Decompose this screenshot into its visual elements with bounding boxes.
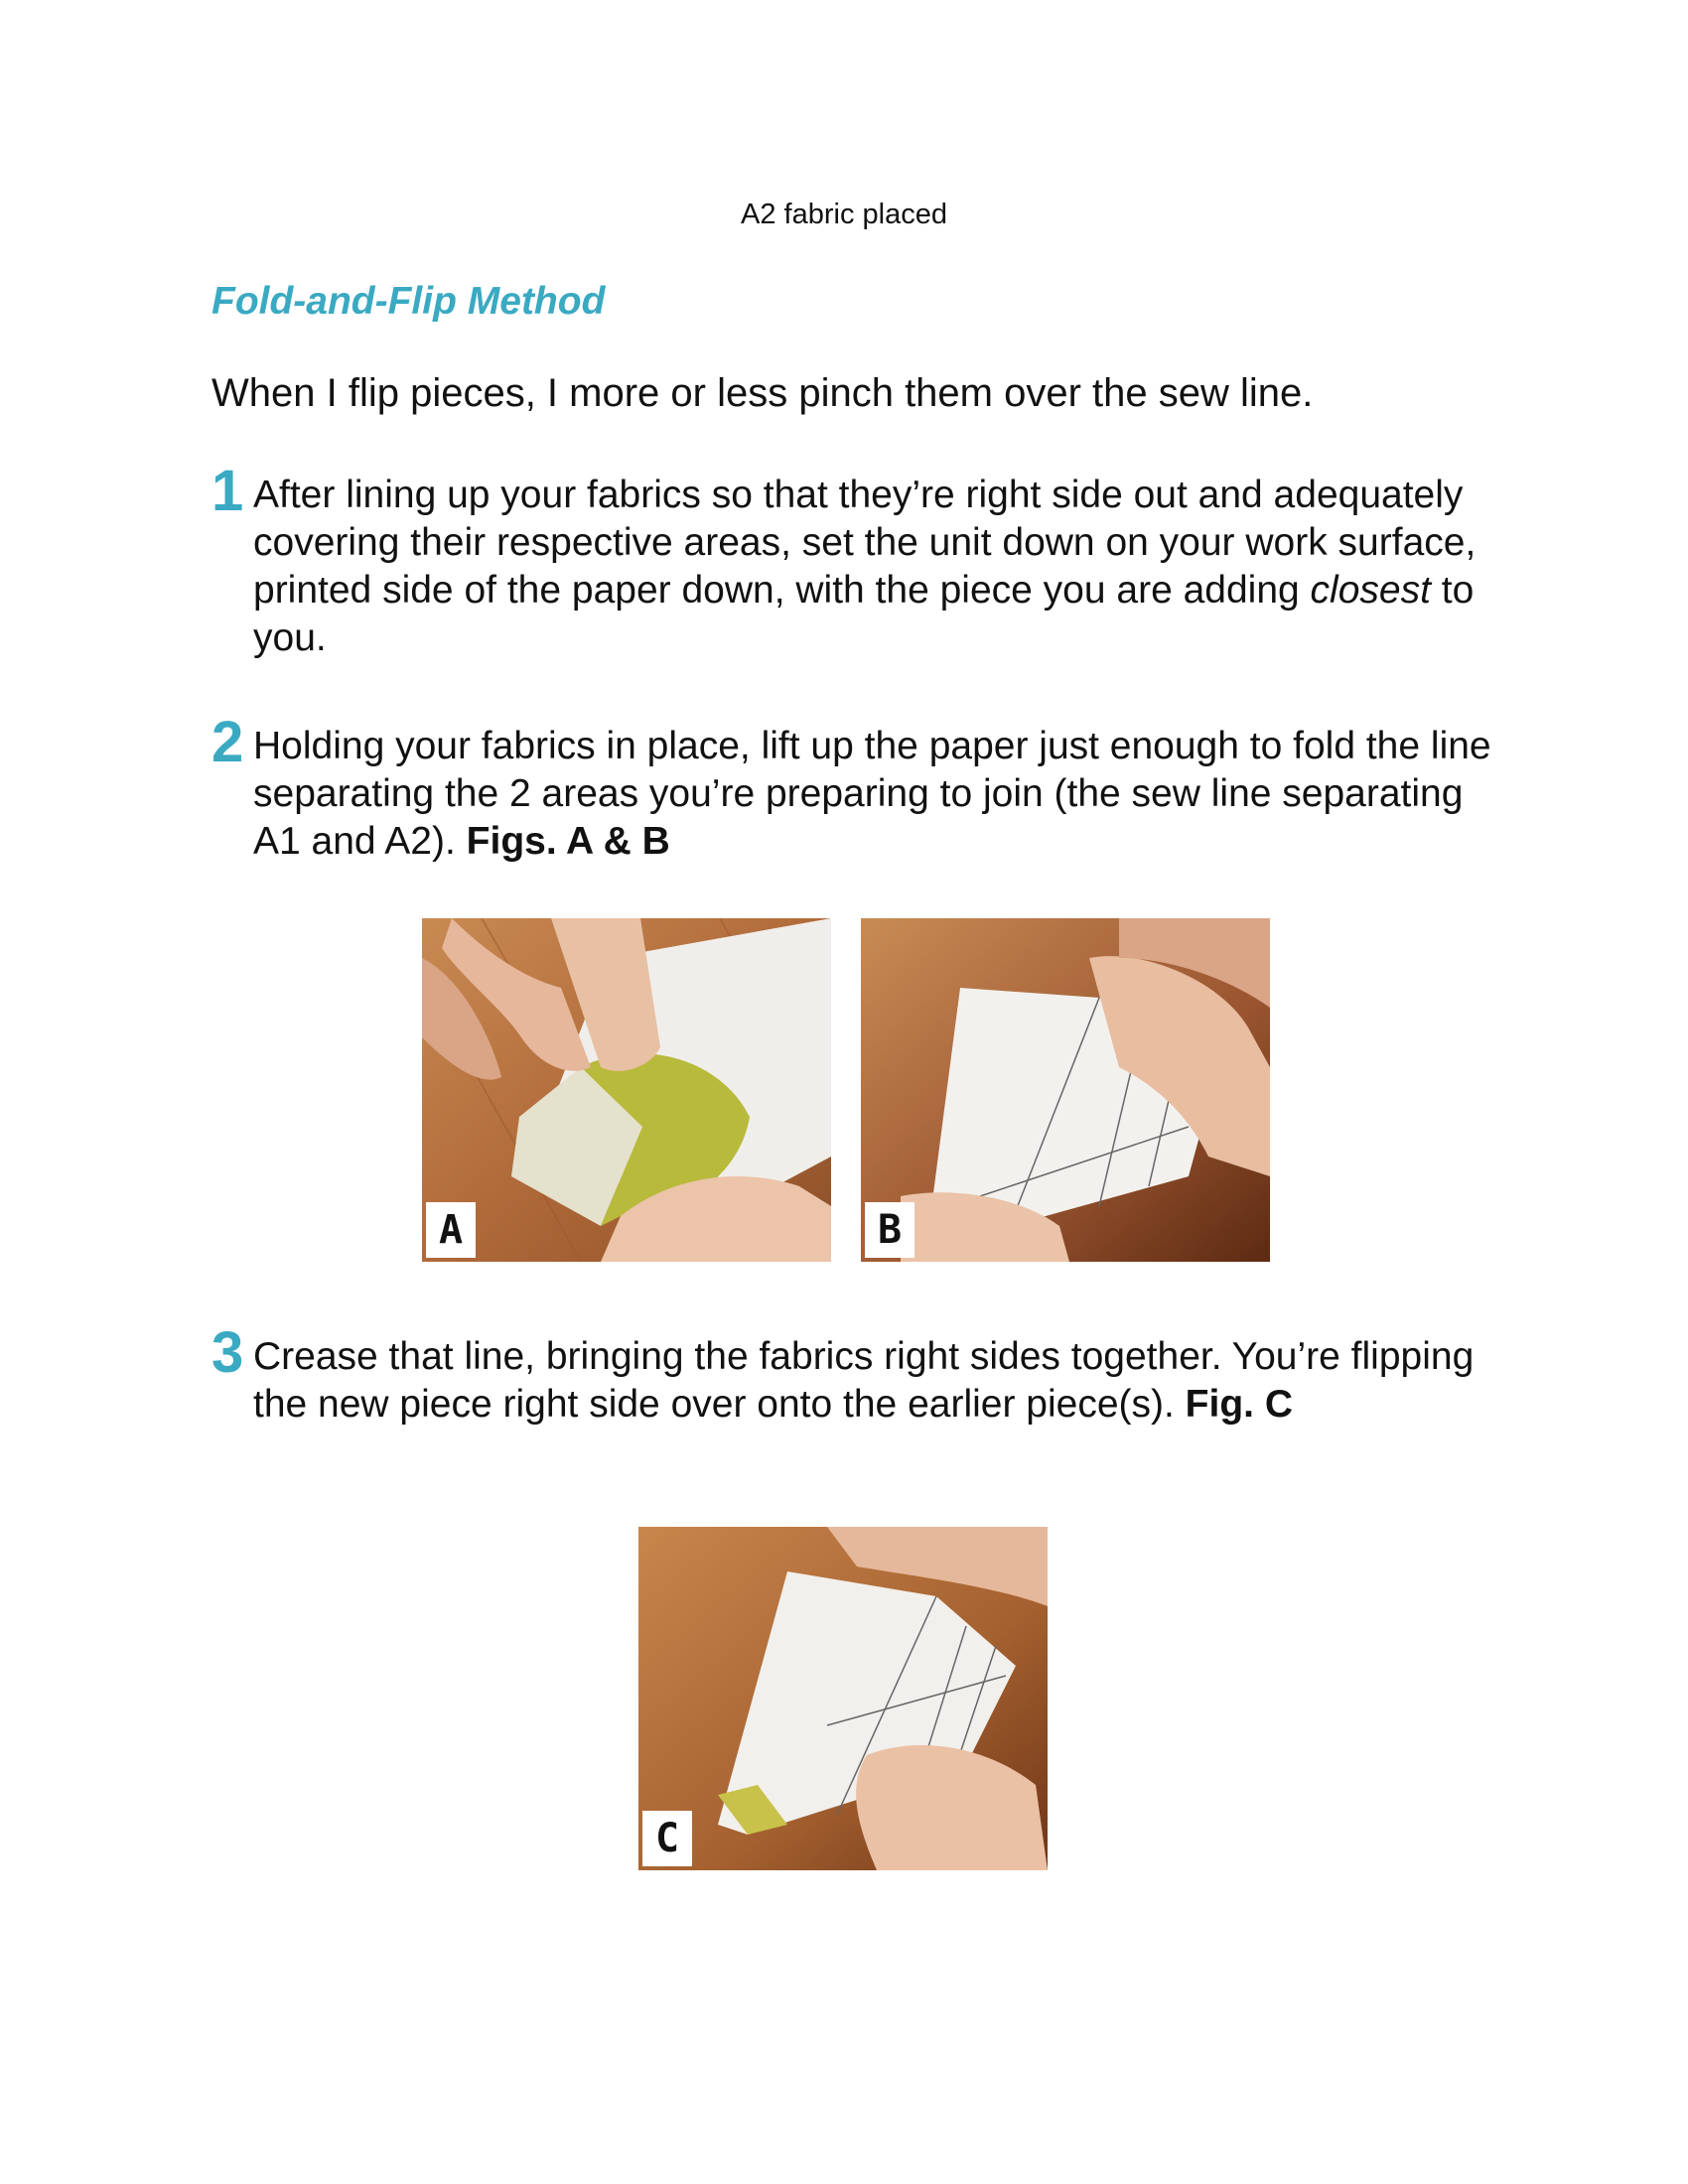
figure-label: C (642, 1811, 692, 1866)
step-text (253, 713, 1502, 866)
emphasis-text: closest (1310, 569, 1431, 612)
figure-b-photo (861, 918, 1270, 1262)
step-text (253, 462, 1502, 662)
figure-c-photo (638, 1527, 1048, 1870)
step-number: 1 (211, 459, 244, 523)
figure-label: B (865, 1202, 914, 1258)
step-number: 2 (211, 710, 244, 774)
step-text-part: After lining up your fabrics so that they’re right side out and adequately covering their respective areas, set the unit down on your work surface, printed side of the paper down, with the piece you are adding (253, 474, 1477, 612)
figure-reference: Figs. A & B (466, 820, 670, 863)
step-number: 3 (211, 1320, 244, 1385)
figure-caption: A2 fabric placed (741, 199, 947, 230)
figure-c-illustration (638, 1527, 1048, 1870)
figure-a-illustration (422, 918, 831, 1262)
step-text-part: Crease that line, bringing the fabrics right sides together. You’re flipping the new piece right side over onto the earlier piece(s). (253, 1335, 1475, 1426)
step-text-part: Holding your fabrics in place, lift up the paper just enough to fold the line separating the 2 areas you’re preparing to join (the sew line separating A1 and A2). (253, 725, 1491, 863)
section-title: Fold-and-Flip Method (211, 280, 606, 323)
figure-label: A (426, 1202, 476, 1258)
step-2 (211, 710, 1502, 866)
intro-paragraph: When I flip pieces, I more or less pinch them over the sew line. (211, 371, 1314, 415)
figure-reference: Fig. C (1185, 1383, 1293, 1426)
step-3 (211, 1320, 1502, 1429)
figure-a-photo (422, 918, 831, 1262)
figure-b-illustration (861, 918, 1270, 1262)
step-text-part: to you. (253, 569, 1475, 659)
step-text (253, 1323, 1502, 1429)
step-1 (211, 459, 1502, 662)
